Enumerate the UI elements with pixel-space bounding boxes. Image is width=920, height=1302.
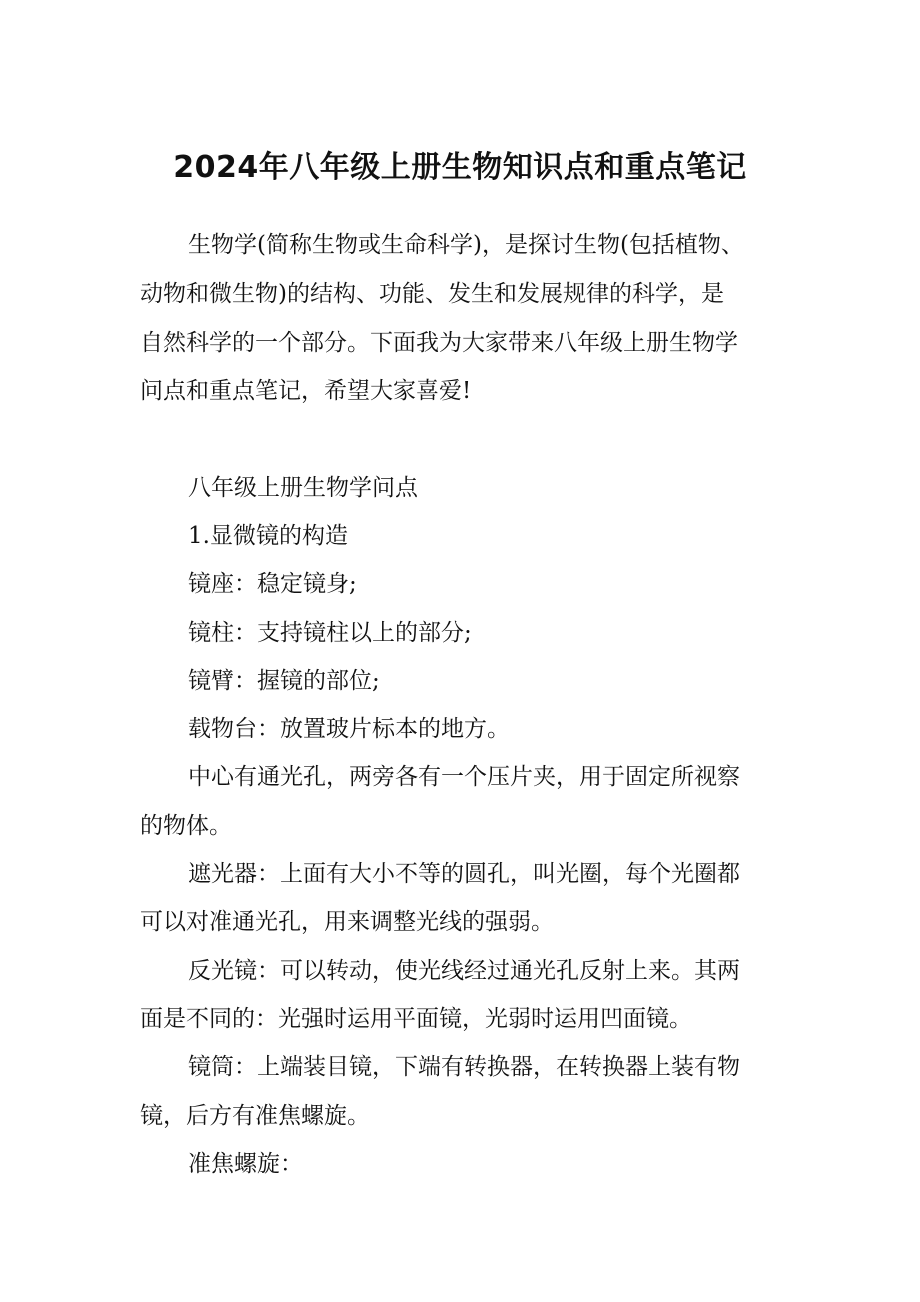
section-heading: 八年级上册生物学问点: [188, 475, 418, 501]
paragraph-line: 准焦螺旋：: [188, 1151, 303, 1177]
paragraph-line: 遮光器：上面有大小不等的圆孔，叫光圈，每个光圈都: [188, 861, 740, 887]
paragraph-line: 载物台：放置玻片标本的地方。: [188, 716, 510, 742]
paragraph-line: 反光镜：可以转动，使光线经过通光孔反射上来。其两: [188, 958, 740, 984]
intro-line-1: 生物学(简称生物或生命科学)，是探讨生物(包括植物、: [188, 232, 744, 258]
intro-line-4: 问点和重点笔记，希望大家喜爱!: [140, 378, 472, 404]
page-title: 2024年八年级上册生物知识点和重点笔记: [173, 150, 747, 185]
paragraph-line: 镜座：稳定镜身;: [188, 571, 357, 597]
paragraph-line: 镜，后方有准焦螺旋。: [140, 1103, 370, 1129]
paragraph-line: 镜柱：支持镜柱以上的部分;: [188, 620, 472, 646]
intro-line-3: 自然科学的一个部分。下面我为大家带来八年级上册生物学: [140, 330, 738, 356]
intro-line-2: 动物和微生物)的结构、功能、发生和发展规律的科学，是: [140, 281, 724, 307]
paragraph-line: 的物体。: [140, 813, 232, 839]
paragraph-line: 中心有通光孔，两旁各有一个压片夹，用于固定所视察: [188, 764, 740, 790]
paragraph-line: 镜筒：上端装目镜，下端有转换器，在转换器上装有物: [188, 1054, 740, 1080]
paragraph-line: 面是不同的：光强时运用平面镜，光弱时运用凹面镜。: [140, 1006, 692, 1032]
subsection-heading: 1.显微镜的构造: [188, 523, 348, 549]
paragraph-line: 镜臂：握镜的部位;: [188, 668, 380, 694]
paragraph-line: 可以对准通光孔，用来调整光线的强弱。: [140, 909, 554, 935]
